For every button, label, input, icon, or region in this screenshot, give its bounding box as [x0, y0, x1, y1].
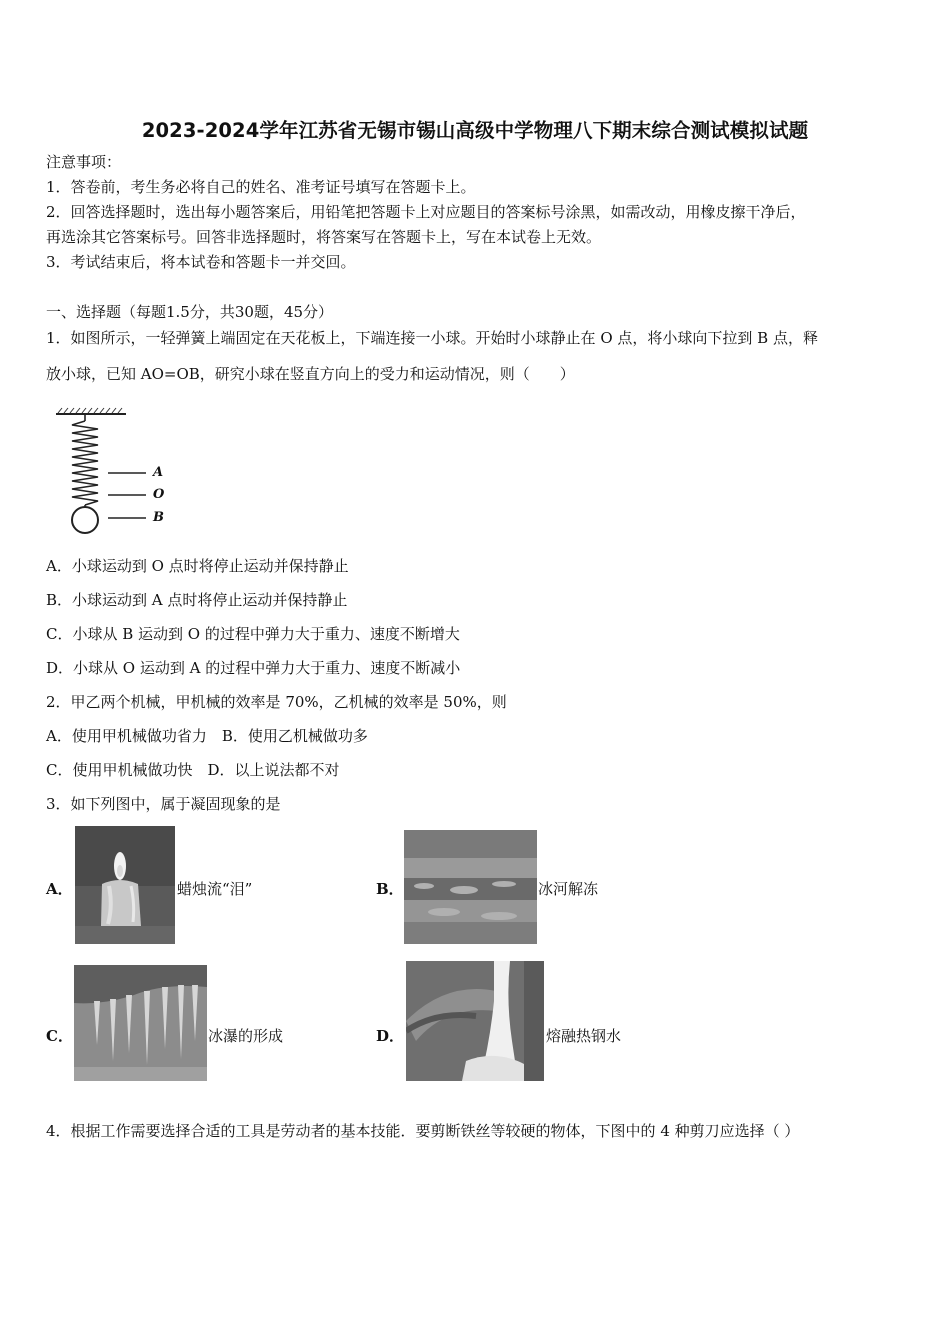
section-heading: 一、选择题（每题1.5分，共30题，45分）: [46, 303, 334, 321]
notice-item-2: 2．回答选择题时，选出每小题答案后，用铅笔把答题卡上对应题目的答案标号涂黑，如需改动，用橡皮擦干净后，: [46, 203, 806, 221]
notice-heading: 注意事项：: [46, 153, 122, 171]
q2-stem: 2．甲乙两个机械，甲机械的效率是 70%，乙机械的效率是 50%，则: [46, 693, 507, 711]
candle-photo: [75, 826, 175, 944]
spring-figure: [50, 405, 180, 540]
q2-options-row1: A．使用甲机械做功省力 B．使用乙机械做功多: [46, 727, 368, 745]
ice-river-photo: [404, 830, 537, 944]
q3-option-d-caption: 熔融热钢水: [546, 1027, 622, 1045]
q3-option-b-letter: B．: [376, 880, 404, 898]
q3-option-b-caption: 冰河解冻: [538, 880, 599, 898]
q3-option-d-letter: D．: [376, 1027, 405, 1045]
q1-stem-line2: 放小球，已知 AO=OB，研究小球在竖直方向上的受力和运动情况，则（ ）: [46, 365, 575, 383]
molten-steel-photo: [406, 961, 544, 1081]
q1-option-b: B．小球运动到 A 点时将停止运动并保持静止: [46, 591, 348, 609]
figure-label-o: O: [153, 487, 165, 502]
q3-option-a-caption: 蜡烛流“泪”: [177, 880, 253, 898]
q1-stem-line1: 1．如图所示，一轻弹簧上端固定在天花板上，下端连接一小球。开始时小球静止在 O 点，将小球向下拉到 B 点，释: [46, 329, 818, 347]
q3-option-a-letter: A．: [46, 880, 73, 898]
q3-stem: 3．如下列图中，属于凝固现象的是: [46, 795, 281, 813]
figure-label-b: B: [153, 510, 164, 525]
ice-waterfall-photo: [74, 965, 207, 1081]
page-title: 2023-2024学年江苏省无锡市锡山高级中学物理八下期末综合测试模拟试题: [141, 119, 809, 142]
q2-options-row2: C．使用甲机械做功快 D．以上说法都不对: [46, 761, 340, 779]
notice-item-2-cont: 再选涂其它答案标号。回答非选择题时，将答案写在答题卡上，写在本试卷上无效。: [46, 228, 602, 246]
q3-option-c-letter: C．: [46, 1027, 73, 1045]
notice-item-1: 1．答卷前，考生务必将自己的姓名、准考证号填写在答题卡上。: [46, 178, 476, 196]
figure-label-a: A: [153, 465, 164, 480]
q1-option-a: A．小球运动到 O 点时将停止运动并保持静止: [46, 557, 349, 575]
q1-option-d: D．小球从 O 运动到 A 的过程中弹力大于重力、速度不断减小: [46, 659, 461, 677]
notice-item-3: 3．考试结束后，将本试卷和答题卡一并交回。: [46, 253, 356, 271]
q1-option-c: C．小球从 B 运动到 O 的过程中弹力大于重力、速度不断增大: [46, 625, 460, 643]
q4-stem: 4．根据工作需要选择合适的工具是劳动者的基本技能．要剪断铁丝等较硬的物体，下图中的 4 种剪刀应选择（ ）: [46, 1122, 800, 1140]
q3-option-c-caption: 冰瀑的形成: [208, 1027, 284, 1045]
